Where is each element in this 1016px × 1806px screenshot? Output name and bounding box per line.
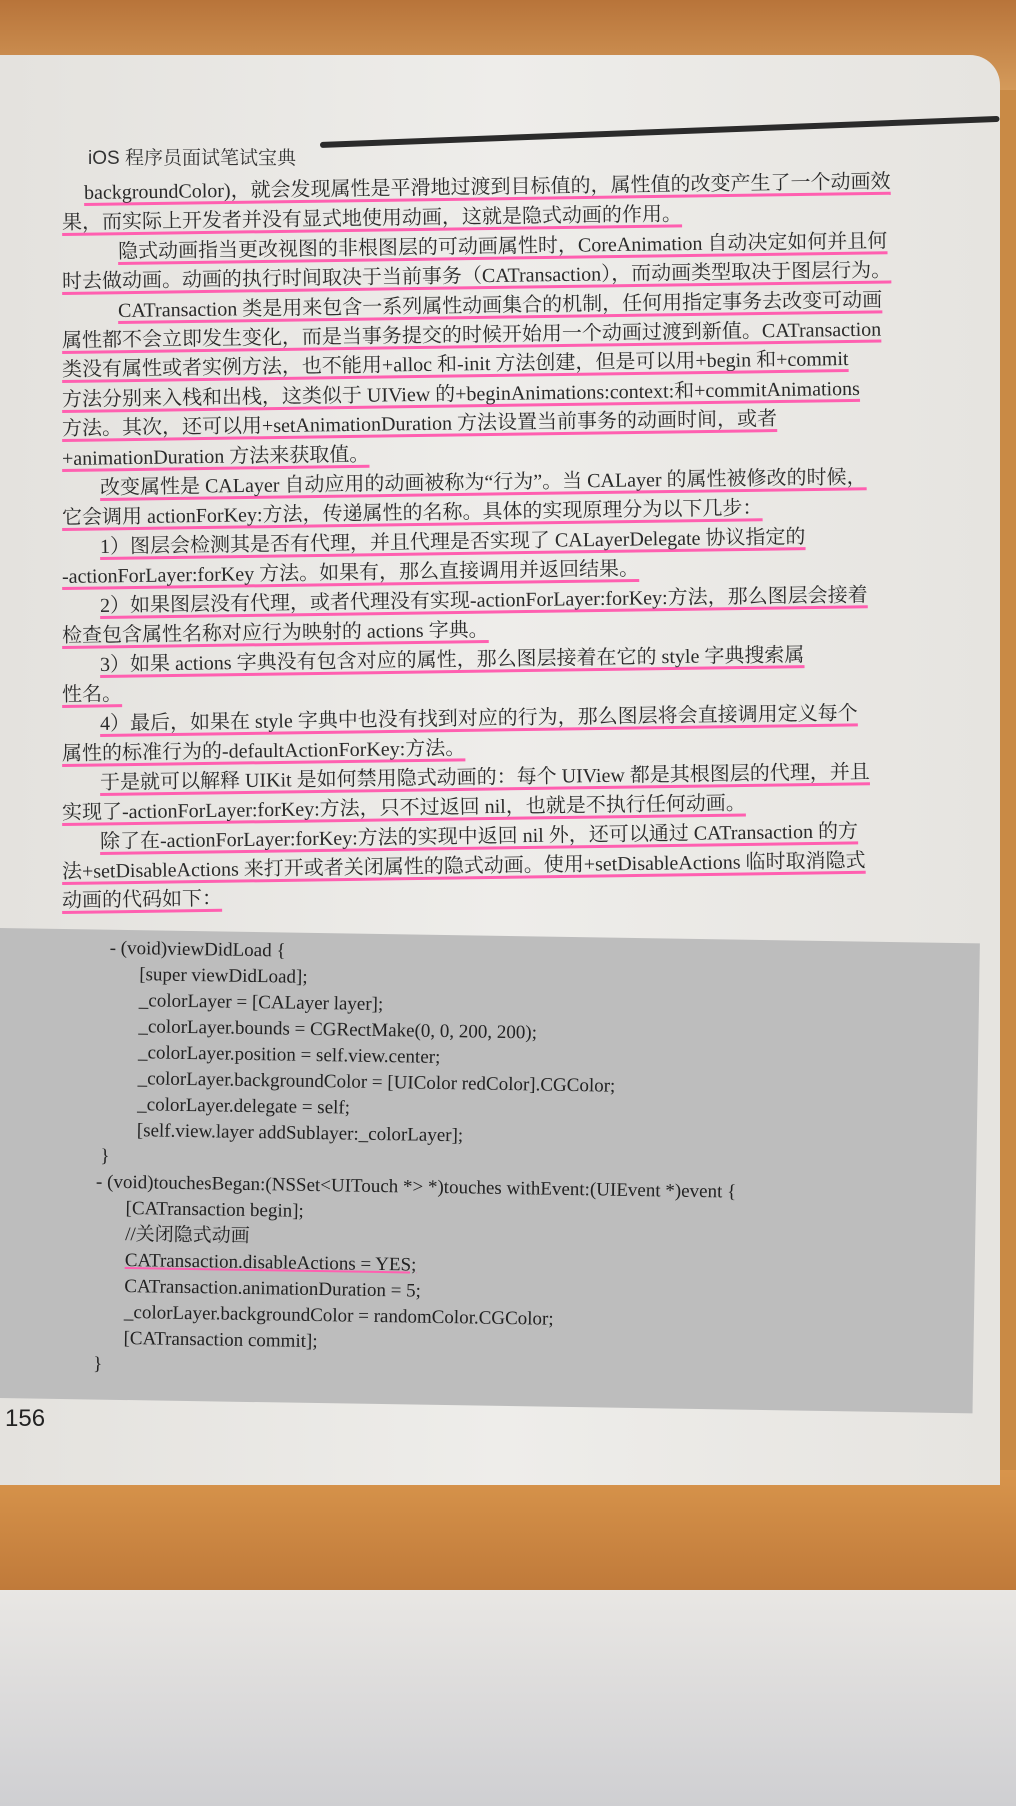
text-line: 实现了-actionForLayer:forKey:方法，只不过返回 nil，也就是不执行任何动画。	[61, 791, 746, 824]
text-line: 法+setDisableActions 来打开或者关闭属性的隐式动画。使用+setDisableActions 临时取消隐式	[61, 849, 866, 883]
text-line: 时去做动画。动画的执行时间取决于当前事务（CATransaction），而动画类型取决于图层行为。	[61, 258, 892, 293]
text-line: 1）图层会检测其是否有代理，并且代理是否实现了 CALayerDelegate 协议指定的	[99, 526, 806, 558]
text-line: +animationDuration 方法来获取值。	[61, 443, 370, 470]
code-line: [super viewDidLoad];	[139, 964, 308, 988]
text-line: 改变属性是 CALayer 自动应用的动画被称为“行为”。当 CALayer 的属性被修改的时候，	[99, 466, 867, 499]
code-line: _colorLayer = [CALayer layer];	[138, 990, 384, 1016]
text-line: 类没有属性或者实例方法，也不能用+alloc 和-init 方法创建，但是可以用+begin 和+commit	[61, 348, 849, 381]
page-number: 156	[5, 1405, 46, 1432]
code-line: _colorLayer.position = self.view.center;	[137, 1042, 441, 1068]
code-line: [CATransaction begin];	[125, 1198, 304, 1222]
code-block	[0, 928, 980, 1413]
text-line: 属性都不会立即发生变化，而是当事务提交的时候开始用一个动画过渡到新值。CATransaction	[61, 318, 882, 352]
text-line: 它会调用 actionForKey:方法，传递属性的名称。具体的实现原理分为以下几步：	[61, 496, 763, 529]
text-line: 4）最后，如果在 style 字典中也没有找到对应的行为，那么图层将会直接调用定义每个	[99, 702, 858, 735]
text-line: 属性的标准行为的-defaultActionForKey:方法。	[61, 736, 466, 765]
code-line: [self.view.layer addSublayer:_colorLayer];	[136, 1120, 464, 1147]
text-line: 除了在-actionForLayer:forKey:方法的实现中返回 nil 外，还可以通过 CATransaction 的方	[99, 820, 859, 853]
code-line: _colorLayer.delegate = self;	[137, 1094, 351, 1119]
text-line: 性名。	[61, 682, 123, 706]
code-line: }	[92, 1353, 103, 1375]
text-line: -actionForLayer:forKey 方法。如果有，那么直接调用并返回结果。	[61, 557, 640, 588]
text-line: 3）如果 actions 字典没有包含对应的属性，那么图层接着在它的 style 字典搜索属	[99, 644, 805, 676]
code-line: //关闭隐式动画	[125, 1224, 250, 1247]
code-line: _colorLayer.backgroundColor = [UIColor redColor].CGColor;	[137, 1068, 616, 1097]
text-line: CATransaction 类是用来包含一系列属性动画集合的机制，任何用指定事务去改变可动画	[117, 289, 883, 322]
text-line: 于是就可以解释 UIKit 是如何禁用隐式动画的：每个 UIView 都是其根图层的代理，并且	[99, 761, 870, 794]
code-line: - (void)viewDidLoad {	[109, 937, 286, 962]
code-line: _colorLayer.backgroundColor = randomColor.CGColor;	[123, 1301, 554, 1330]
text-line: 隐式动画指当更改视图的非根图层的可动画属性时，CoreAnimation 自动决定如何并且何	[117, 230, 888, 263]
code-line: [CATransaction commit];	[123, 1327, 318, 1353]
text-line: 2）如果图层没有代理，或者代理没有实现-actionForLayer:forKey:方法，那么图层会接着	[99, 584, 868, 617]
text-line: backgroundColor)，就会发现属性是平滑地过渡到目标值的，属性值的改变产生了一个动画效	[83, 170, 891, 204]
text-line: 动画的代码如下：	[61, 887, 223, 912]
text-line: 方法。其次，还可以用+setAnimationDuration 方法设置当前事务的动画时间，或者	[61, 408, 778, 440]
text-line: 果，而实际上开发者并没有显式地使用动画，这就是隐式动画的作用。	[61, 202, 683, 234]
text-line: 方法分别来入栈和出栈，这类似于 UIView 的+beginAnimations:context:和+commitAnimations	[61, 377, 861, 411]
cloth	[0, 1590, 1016, 1806]
code-line: }	[100, 1145, 110, 1167]
running-header: iOS 程序员面试笔试宝典	[88, 148, 296, 169]
code-line: CATransaction.animationDuration = 5;	[124, 1275, 422, 1302]
code-line: CATransaction.disableActions = YES;	[124, 1250, 417, 1276]
text-line: 检查包含属性名称对应行为映射的 actions 字典。	[61, 618, 489, 647]
table-surface-bottom	[0, 1470, 1016, 1590]
code-line: _colorLayer.bounds = CGRectMake(0, 0, 200, 200);	[138, 1016, 538, 1044]
code-line: - (void)touchesBegan:(NSSet<UITouch *> *)touches withEvent:(UIEvent *)event {	[95, 1171, 737, 1203]
